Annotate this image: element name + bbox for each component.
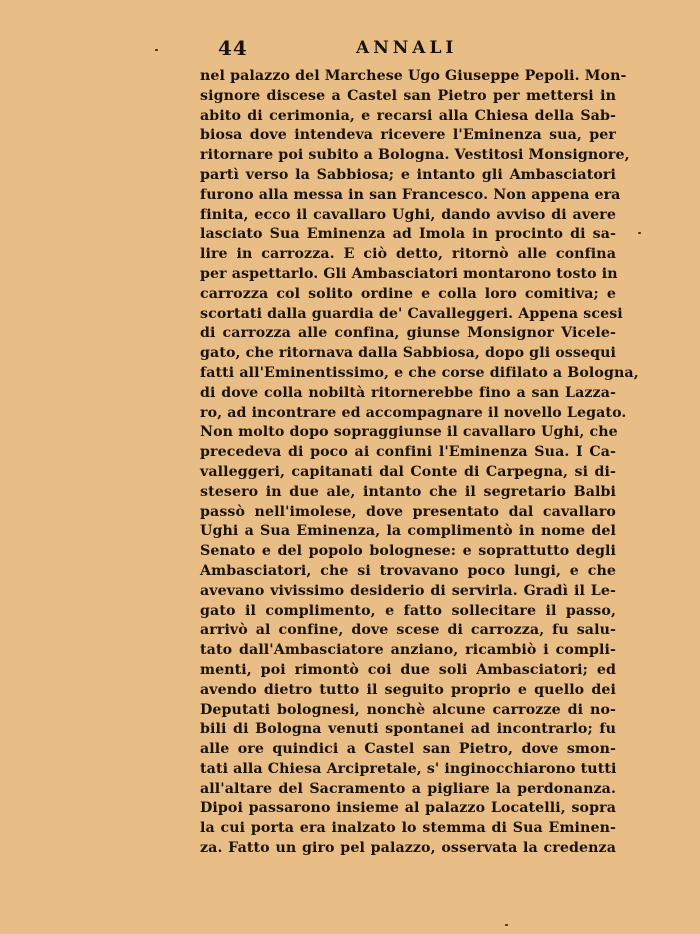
text-line: Dipoi passarono insieme al palazzo Locatelli, sopra bbox=[200, 800, 616, 817]
text-line: furono alla messa in san Francesco. Non appena era bbox=[200, 186, 621, 203]
paper-speck bbox=[638, 232, 641, 234]
text-line: partì verso la Sabbiosa; e intanto gli Ambasciatori bbox=[200, 166, 616, 183]
body-text bbox=[200, 67, 639, 859]
text-line: precedeva di poco ai confini l'Eminenza Sua. I Ca- bbox=[200, 444, 616, 461]
text-line: menti, poi rimontò coi due soli Ambasciatori; ed bbox=[200, 661, 616, 678]
text-line: alle ore quindici a Castel san Pietro, dove smon- bbox=[200, 741, 616, 758]
text-line: all'altare del Sacramento a pigliare la perdonanza. bbox=[200, 780, 616, 797]
text-line: za. Fatto un giro pel palazzo, osservata la credenza bbox=[200, 840, 616, 857]
text-line: Ughi a Sua Eminenza, la complimentò in nome del bbox=[200, 523, 616, 540]
text-line: bili di Bologna venuti spontanei ad incontrarlo; fu bbox=[200, 721, 616, 738]
text-line: valleggeri, capitanati dal Conte di Carpegna, si di- bbox=[200, 463, 616, 480]
text-line: tato dall'Ambasciatore anziano, ricambiò i compli- bbox=[200, 642, 616, 659]
text-line: biosa dove intendeva ricevere l'Eminenza sua, per bbox=[200, 127, 616, 144]
text-line: carrozza col solito ordine e colla loro comitiva; e bbox=[200, 285, 616, 302]
text-line: Non molto dopo sopraggiunse il cavallaro Ughi, che bbox=[200, 424, 618, 441]
text-line: nel palazzo del Marchese Ugo Giuseppe Pepoli. Mon- bbox=[200, 68, 627, 84]
text-line: lasciato Sua Eminenza ad Imola in procinto di sa- bbox=[200, 226, 616, 243]
text-line: Ambasciatori, che si trovavano poco lungi, e che bbox=[200, 562, 616, 579]
text-line: avendo dietro tutto il seguito proprio e quello dei bbox=[200, 681, 616, 698]
text-line: Senato e del popolo bolognese: e soprattutto degli bbox=[200, 543, 616, 560]
text-line: gato, che ritornava dalla Sabbiosa, dopo gli ossequi bbox=[200, 345, 617, 362]
text-line: ro, ad incontrare ed accompagnare il novello Legato. bbox=[200, 404, 627, 421]
text-line: finita, ecco il cavallaro Ughi, dando avviso di avere bbox=[200, 206, 616, 223]
paper-speck bbox=[155, 49, 158, 51]
text-line: arrivò al confine, dove scese di carrozza, fu salu- bbox=[200, 622, 616, 639]
paper-speck bbox=[505, 924, 508, 926]
text-line: scortati dalla guardia de' Cavalleggeri. Appena scesi bbox=[200, 305, 623, 322]
text-line: stesero in due ale, intanto che il segretario Balbi bbox=[200, 483, 616, 500]
text-line: fatti all'Eminentissimo, e che corse difilato a Bologna, bbox=[200, 364, 639, 381]
text-line: di dove colla nobiltà ritornerebbe fino a san Lazza- bbox=[200, 384, 616, 401]
text-line: per aspettarlo. Gli Ambasciatori montarono tosto in bbox=[200, 265, 618, 282]
text-line: passò nell'imolese, dove presentato dal cavallaro bbox=[200, 503, 616, 520]
text-line: ritornare poi subito a Bologna. Vestitosi Monsignore, bbox=[200, 147, 630, 164]
text-line: Deputati bolognesi, nonchè alcune carrozze di no- bbox=[200, 701, 616, 718]
text-line: lire in carrozza. E ciò detto, ritornò alle confina bbox=[200, 246, 616, 263]
running-title: ANNALI bbox=[356, 38, 458, 58]
text-line: tati alla Chiesa Arcipretale, s' inginocchiarono tutti bbox=[200, 760, 617, 777]
text-line: abito di cerimonia, e recarsi alla Chiesa della Sab- bbox=[200, 107, 616, 124]
text-line: signore discese a Castel san Pietro per mettersi in bbox=[200, 87, 616, 104]
page-number: 44 bbox=[218, 36, 248, 60]
text-line: la cui porta era inalzato lo stemma di Sua Eminen- bbox=[200, 820, 616, 837]
text-line: avevano vivissimo desiderio di servirla. Gradì il Le- bbox=[200, 582, 616, 599]
text-line: di carrozza alle confina, giunse Monsignor Vicele- bbox=[200, 325, 616, 342]
text-line: gato il complimento, e fatto sollecitare il passo, bbox=[200, 602, 616, 619]
